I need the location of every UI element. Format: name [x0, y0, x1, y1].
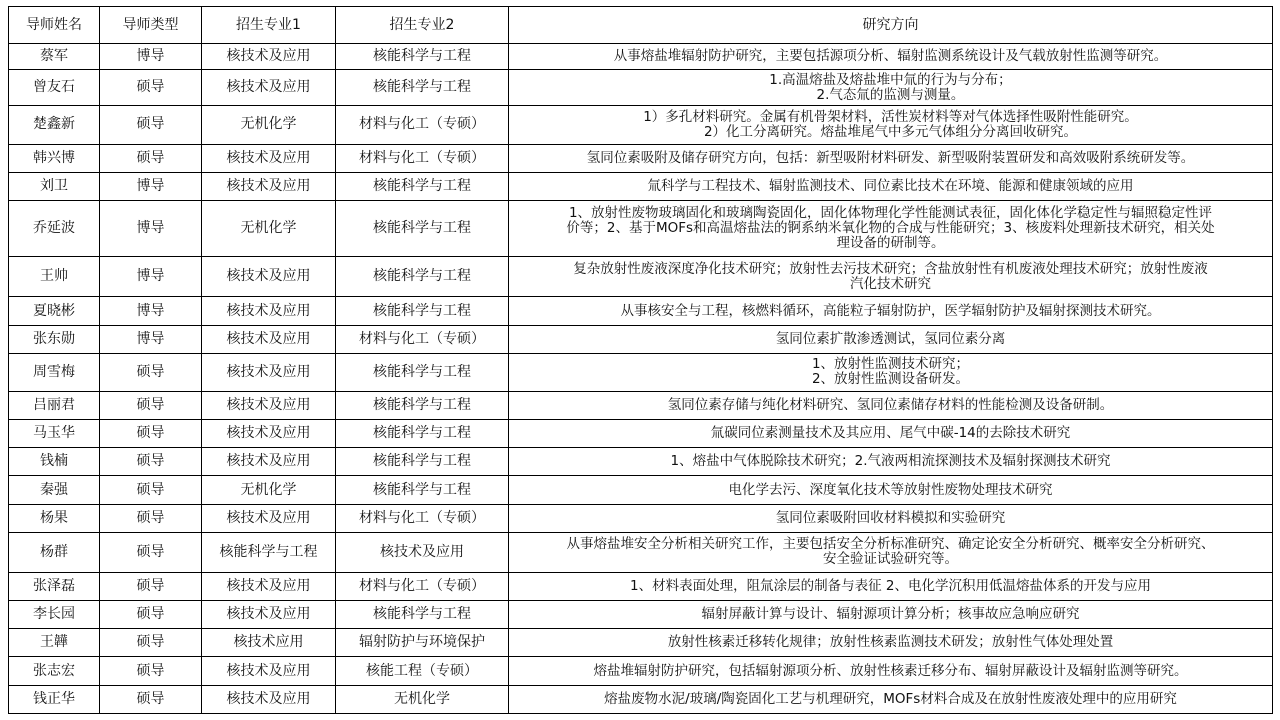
research-cell	[509, 420, 1273, 448]
tutor-type-cell: 硕导	[100, 532, 202, 572]
major1-cell: 核技术及应用	[202, 297, 336, 325]
tutor-type-cell: 硕导	[100, 601, 202, 629]
tutor-type-cell: 硕导	[100, 657, 202, 685]
research-line: 价等；2、基于MOFs和高温熔盐法的锕系纳米氧化物的合成与性能研究；3、核废料处理新技术研究，相关处	[566, 220, 1215, 237]
research-cell	[509, 532, 1273, 572]
research-cell	[509, 70, 1273, 106]
table-row	[9, 572, 1273, 600]
research-line: 氢同位素扩散渗透测试，氢同位素分离	[775, 330, 1006, 347]
research-cell	[509, 325, 1273, 353]
research-line: 1）多孔材料研究。金属有机骨架材料，活性炭材料等对气体选择性吸附性能研究。	[643, 108, 1138, 125]
research-line: 2）化工分离研究。熔盐堆尾气中多元气体组分分离回收研究。	[703, 123, 1078, 140]
tutor-name-cell: 韩兴博	[9, 144, 100, 172]
research-line: 氢同位素存储与纯化材料研究、氢同位素储存材料的性能检测及设备研制。	[667, 397, 1114, 414]
research-line: 电化学去污、深度氧化技术等放射性废物处理技术研究	[728, 481, 1053, 498]
research-line: 2.气态氚的监测与测量。	[816, 86, 965, 103]
tutor-type-cell: 硕导	[100, 144, 202, 172]
research-line: 氚科学与工程技术、辐射监测技术、同位素比技术在环境、能源和健康领域的应用	[647, 177, 1134, 194]
major2-cell: 材料与化工（专硕）	[336, 572, 509, 600]
header-research: 研究方向	[509, 7, 1273, 44]
research-line: 放射性核素迁移转化规律；放射性核素监测技术研发；放射性气体处理处置	[667, 634, 1114, 651]
research-cell	[509, 44, 1273, 70]
tutor-name-cell: 王帅	[9, 257, 100, 297]
major2-cell: 核能科学与工程	[336, 420, 509, 448]
research-cell	[509, 629, 1273, 657]
major2-cell: 材料与化工（专硕）	[336, 144, 509, 172]
tutor-name-cell: 夏晓彬	[9, 297, 100, 325]
table-row	[9, 353, 1273, 391]
major1-cell: 无机化学	[202, 200, 336, 256]
research-cell	[509, 685, 1273, 713]
major1-cell: 核技术及应用	[202, 504, 336, 532]
research-cell	[509, 106, 1273, 144]
tutor-name-cell: 李长园	[9, 601, 100, 629]
major2-cell: 核能科学与工程	[336, 257, 509, 297]
research-cell	[509, 144, 1273, 172]
major1-cell: 核能科学与工程	[202, 532, 336, 572]
table-row	[9, 685, 1273, 713]
tutor-type-cell: 博导	[100, 325, 202, 353]
major2-cell: 材料与化工（专硕）	[336, 106, 509, 144]
major2-cell: 核能科学与工程	[336, 172, 509, 200]
major2-cell: 核技术及应用	[336, 532, 509, 572]
major1-cell: 核技术及应用	[202, 172, 336, 200]
research-line: 熔盐堆辐射防护研究，包括辐射源项分析、放射性核素迁移分布、辐射屏蔽设计及辐射监测等研究。	[593, 662, 1188, 679]
research-line: 熔盐废物水泥/玻璃/陶瓷固化工艺与机理研究，MOFs材料合成及在放射性废液处理中的应用研究	[604, 690, 1177, 707]
tutor-name-cell: 马玉华	[9, 420, 100, 448]
major2-cell: 无机化学	[336, 685, 509, 713]
table-row	[9, 257, 1273, 297]
table-row	[9, 504, 1273, 532]
tutor-type-cell: 硕导	[100, 572, 202, 600]
tutor-name-cell: 杨群	[9, 532, 100, 572]
header-name: 导师姓名	[9, 7, 100, 44]
major1-cell: 核技术及应用	[202, 601, 336, 629]
tutor-type-cell: 硕导	[100, 504, 202, 532]
research-line: 1、放射性监测技术研究；	[811, 356, 970, 373]
major2-cell: 核能科学与工程	[336, 297, 509, 325]
table-row	[9, 657, 1273, 685]
research-cell	[509, 504, 1273, 532]
header-type: 导师类型	[100, 7, 202, 44]
research-line: 从事熔盐堆安全分析相关研究工作，主要包括安全分析标准研究、确定论安全分析研究、概率安全分析研究、	[566, 536, 1215, 553]
research-line: 1、熔盐中气体脱除技术研究；2.气液两相流探测技术及辐射探测技术研究	[670, 453, 1111, 470]
research-line: 汽化技术研究	[850, 275, 931, 292]
major2-cell: 材料与化工（专硕）	[336, 325, 509, 353]
tutor-name-cell: 张东勋	[9, 325, 100, 353]
table-body	[9, 44, 1273, 714]
tutor-name-cell: 杨果	[9, 504, 100, 532]
research-cell	[509, 297, 1273, 325]
tutor-type-cell: 硕导	[100, 685, 202, 713]
tutor-type-cell: 硕导	[100, 448, 202, 476]
tutor-type-cell: 博导	[100, 297, 202, 325]
header-major1: 招生专业1	[202, 7, 336, 44]
table-row	[9, 144, 1273, 172]
research-line: 复杂放射性废液深度净化技术研究；放射性去污技术研究；含盐放射性有机废液处理技术研究；放射性废液	[573, 260, 1208, 277]
table-row	[9, 297, 1273, 325]
tutor-type-cell: 博导	[100, 257, 202, 297]
tutor-type-cell: 硕导	[100, 476, 202, 504]
research-line: 从事熔盐堆辐射防护研究，主要包括源项分析、辐射监测系统设计及气载放射性监测等研究。	[613, 48, 1168, 65]
tutor-name-cell: 蔡军	[9, 44, 100, 70]
major1-cell: 核技术应用	[202, 629, 336, 657]
supervisor-table	[8, 6, 1273, 714]
research-line: 辐射屏蔽计算与设计、辐射源项计算分析；核事故应急响应研究	[701, 606, 1080, 623]
major1-cell: 核技术及应用	[202, 657, 336, 685]
research-line: 氢同位素吸附回收材料模拟和实验研究	[775, 509, 1006, 526]
research-line: 1、放射性废物玻璃固化和玻璃陶瓷固化，固化体物理化学性能测试表征，固化体化学稳定性与辐照稳定性评	[568, 205, 1213, 222]
research-line: 氢同位素吸附及储存研究方向，包括：新型吸附材料研发、新型吸附装置研发和高效吸附系统研发等。	[586, 149, 1195, 166]
major1-cell: 核技术及应用	[202, 325, 336, 353]
tutor-type-cell: 博导	[100, 200, 202, 256]
table-row	[9, 172, 1273, 200]
tutor-name-cell: 楚鑫新	[9, 106, 100, 144]
table-row	[9, 200, 1273, 256]
header-major2: 招生专业2	[336, 7, 509, 44]
major1-cell: 核技术及应用	[202, 70, 336, 106]
research-cell	[509, 257, 1273, 297]
tutor-name-cell: 张志宏	[9, 657, 100, 685]
table-row	[9, 325, 1273, 353]
tutor-type-cell: 博导	[100, 44, 202, 70]
major1-cell: 无机化学	[202, 106, 336, 144]
tutor-name-cell: 钱正华	[9, 685, 100, 713]
tutor-name-cell: 刘卫	[9, 172, 100, 200]
tutor-name-cell: 王韡	[9, 629, 100, 657]
research-line: 1.高温熔盐及熔盐堆中氚的行为与分布；	[769, 71, 1012, 88]
research-cell	[509, 657, 1273, 685]
major2-cell: 核能科学与工程	[336, 448, 509, 476]
table-row	[9, 44, 1273, 70]
major2-cell: 辐射防护与环境保护	[336, 629, 509, 657]
tutor-type-cell: 硕导	[100, 353, 202, 391]
tutor-type-cell: 硕导	[100, 629, 202, 657]
table-row	[9, 70, 1273, 106]
table-row	[9, 106, 1273, 144]
research-line: 2、放射性监测设备研发。	[811, 371, 970, 388]
tutor-type-cell: 博导	[100, 172, 202, 200]
major1-cell: 核技术及应用	[202, 353, 336, 391]
tutor-name-cell: 周雪梅	[9, 353, 100, 391]
research-line: 理设备的研制等。	[836, 235, 945, 252]
major1-cell: 核技术及应用	[202, 257, 336, 297]
research-line: 从事核安全与工程，核燃料循环，高能粒子辐射防护，医学辐射防护及辐射探测技术研究。	[620, 302, 1161, 319]
major2-cell: 材料与化工（专硕）	[336, 504, 509, 532]
research-cell	[509, 172, 1273, 200]
research-line: 安全验证试验研究等。	[823, 551, 958, 568]
major1-cell: 核技术及应用	[202, 685, 336, 713]
tutor-name-cell: 乔延波	[9, 200, 100, 256]
research-cell	[509, 448, 1273, 476]
major1-cell: 核技术及应用	[202, 420, 336, 448]
major2-cell: 核能科学与工程	[336, 200, 509, 256]
research-cell	[509, 572, 1273, 600]
major2-cell: 核能工程（专硕）	[336, 657, 509, 685]
major2-cell: 核能科学与工程	[336, 476, 509, 504]
major1-cell: 核技术及应用	[202, 391, 336, 419]
research-cell	[509, 353, 1273, 391]
research-line: 1、材料表面处理，阻氚涂层的制备与表征 2、电化学沉积用低温熔盐体系的开发与应用	[630, 578, 1151, 595]
major1-cell: 核技术及应用	[202, 144, 336, 172]
research-cell	[509, 476, 1273, 504]
research-cell	[509, 601, 1273, 629]
table-row	[9, 532, 1273, 572]
tutor-type-cell: 硕导	[100, 391, 202, 419]
tutor-type-cell: 硕导	[100, 70, 202, 106]
major1-cell: 核技术及应用	[202, 44, 336, 70]
research-cell	[509, 391, 1273, 419]
major2-cell: 核能科学与工程	[336, 44, 509, 70]
tutor-name-cell: 曾友石	[9, 70, 100, 106]
major2-cell: 核能科学与工程	[336, 353, 509, 391]
tutor-name-cell: 钱楠	[9, 448, 100, 476]
major2-cell: 核能科学与工程	[336, 391, 509, 419]
research-line: 氚碳同位素测量技术及其应用、尾气中碳-14的去除技术研究	[710, 425, 1071, 442]
tutor-name-cell: 吕丽君	[9, 391, 100, 419]
table-row	[9, 601, 1273, 629]
tutor-type-cell: 硕导	[100, 106, 202, 144]
tutor-name-cell: 张泽磊	[9, 572, 100, 600]
major2-cell: 核能科学与工程	[336, 601, 509, 629]
table-row	[9, 629, 1273, 657]
table-row	[9, 420, 1273, 448]
table-row	[9, 476, 1273, 504]
major1-cell: 无机化学	[202, 476, 336, 504]
table-row	[9, 448, 1273, 476]
major2-cell: 核能科学与工程	[336, 70, 509, 106]
tutor-name-cell: 秦强	[9, 476, 100, 504]
research-cell	[509, 200, 1273, 256]
major1-cell: 核技术及应用	[202, 448, 336, 476]
table-row	[9, 391, 1273, 419]
header-row	[9, 7, 1273, 44]
major1-cell: 核技术及应用	[202, 572, 336, 600]
tutor-type-cell: 硕导	[100, 420, 202, 448]
